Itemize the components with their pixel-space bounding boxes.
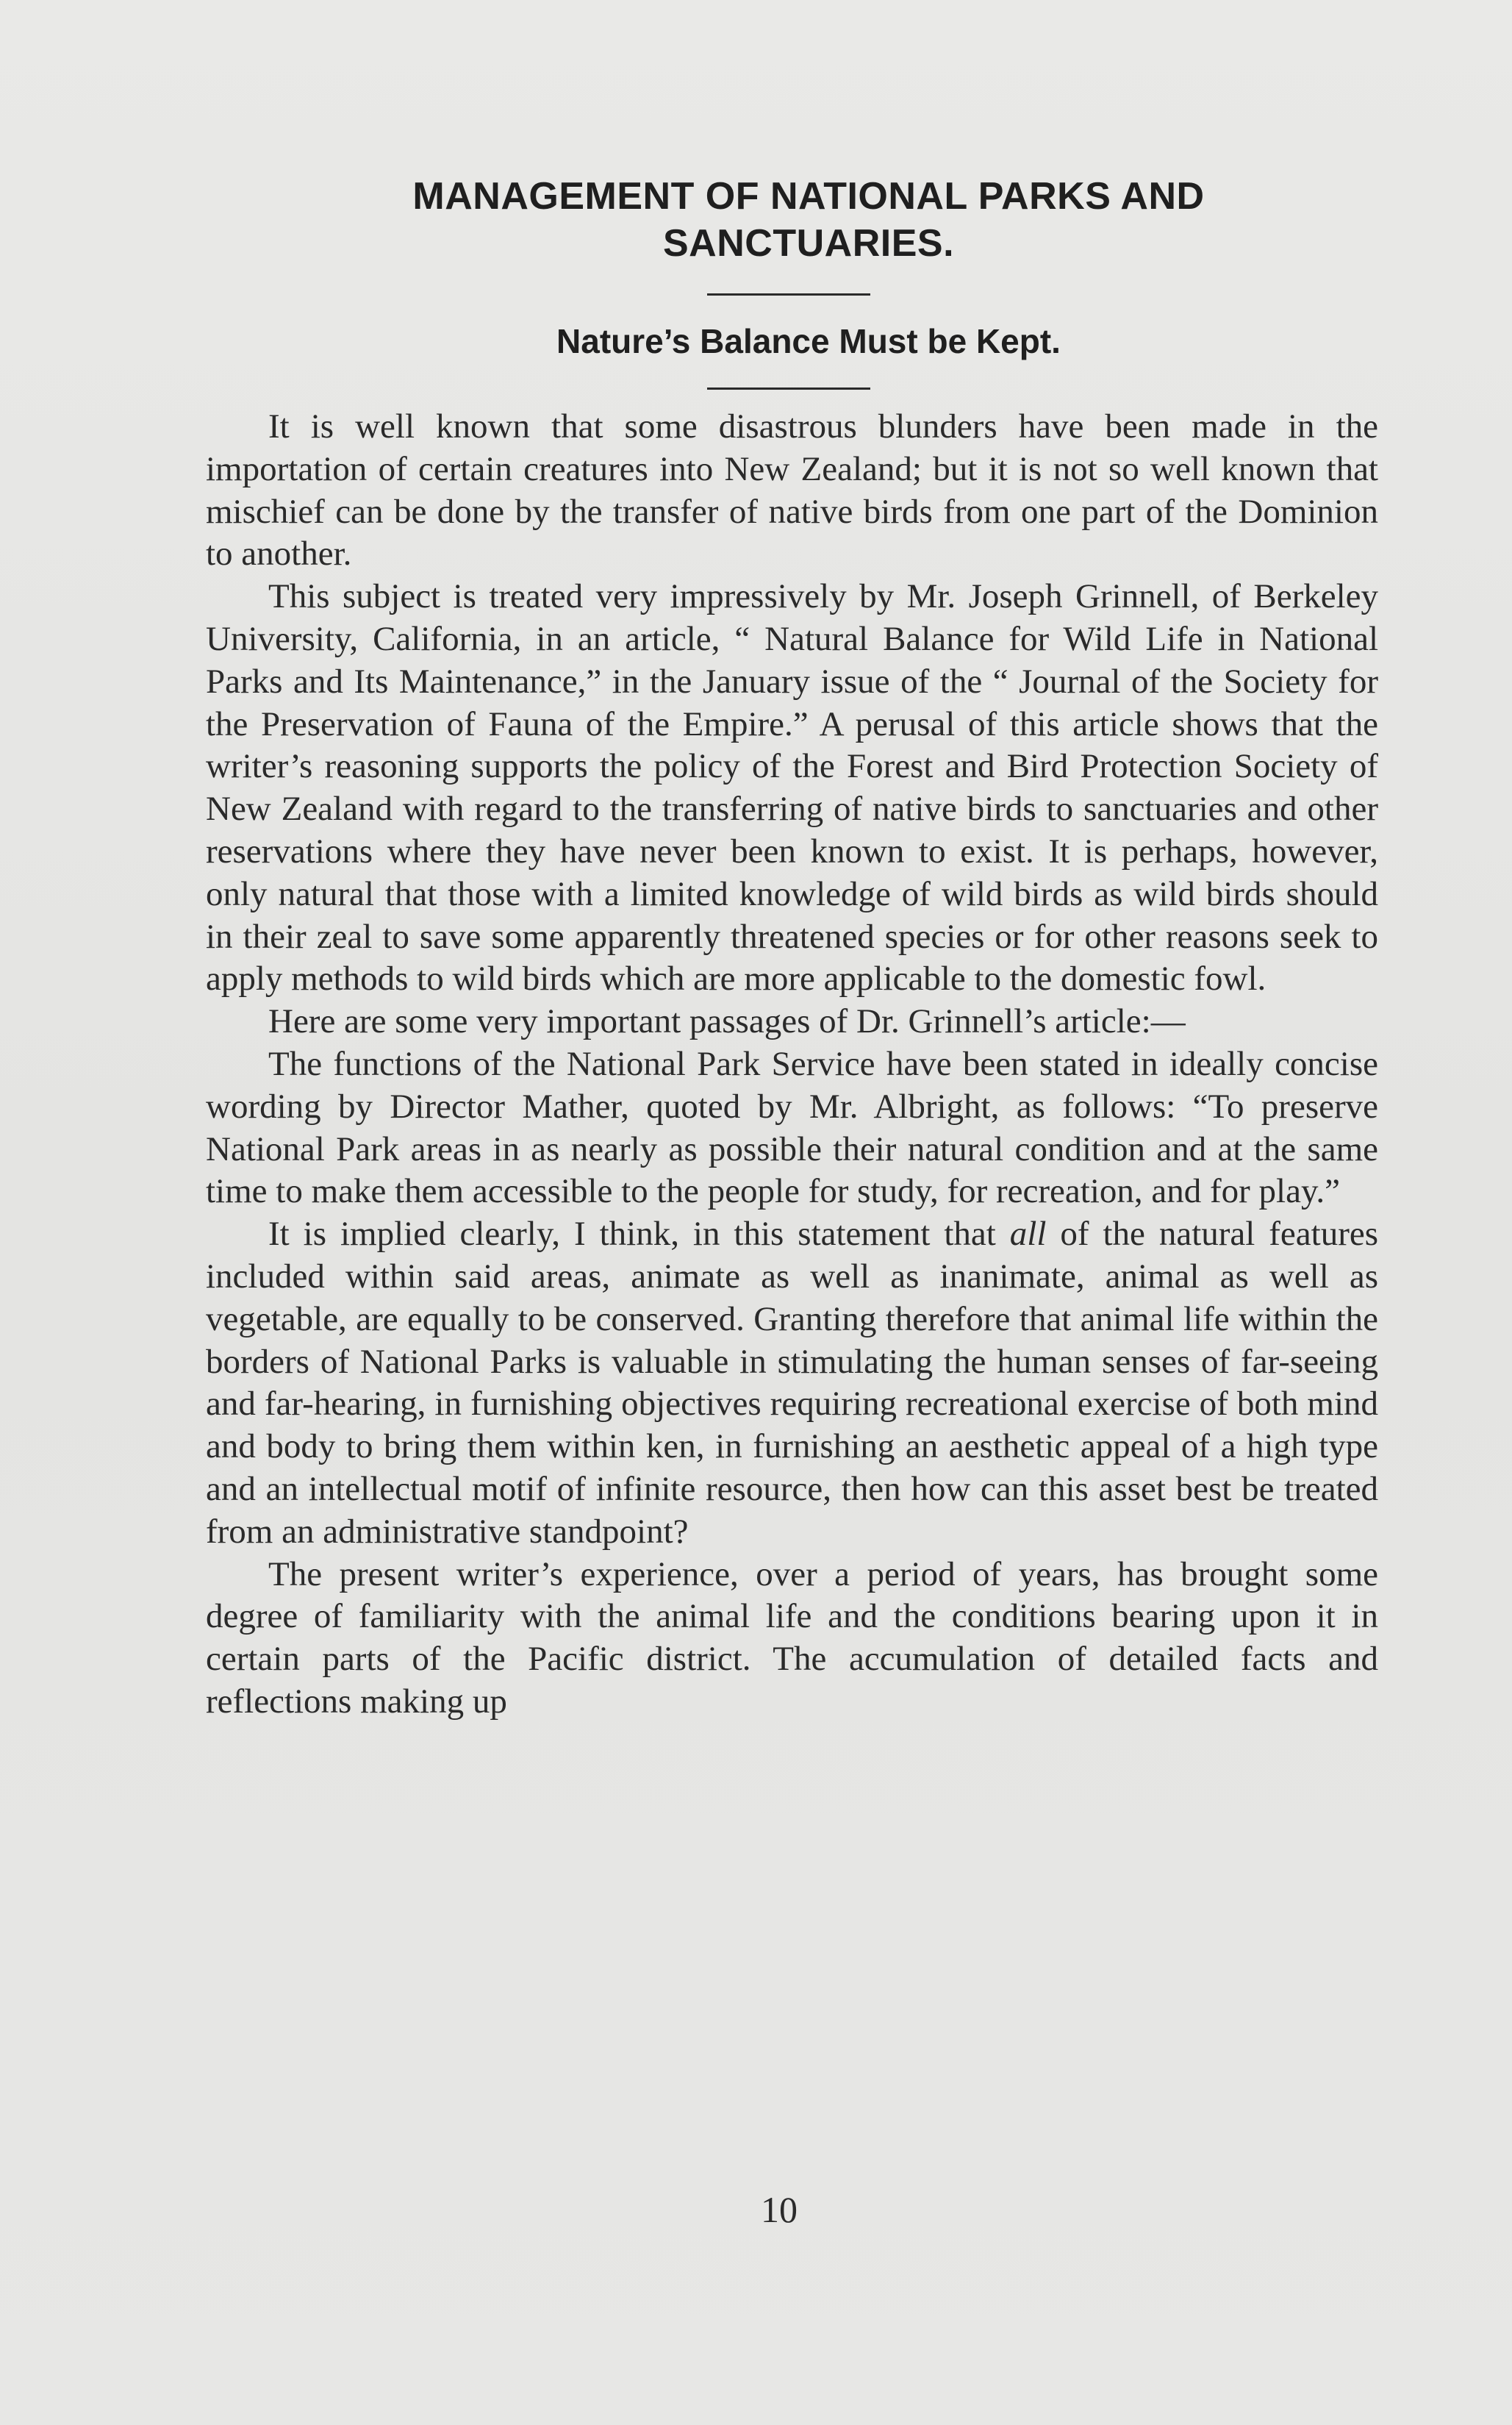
- paragraph-1: It is well known that some disastrous blunders have been made in the importation of certain creatures into New Zealand; but it is not so well known that mischief can be done by the transfer of native birds from one part of the Dominion to another.: [206, 407, 1378, 574]
- title-line-1: MANAGEMENT OF NATIONAL PARKS AND: [412, 175, 1205, 218]
- paragraph-5-end: of the natural features included within said areas, animate as well as inanimate, animal as well as vegetable, are equally to be conserved. Granting therefore that animal life within the borders of National Parks is valuable in stimulating the human senses of far-seeing and far-hearing, in furnishing objectives requiring recreational exercise of both mind and body to bring them within ken, in furnishing an aesthetic appeal of a high type and an intellectual motif of infinite resource, then how can this asset best be treated from an administrative standpoint?: [206, 1215, 1379, 1551]
- emphasis-all: all: [1009, 1215, 1047, 1254]
- title-divider-bottom: [707, 388, 870, 390]
- article-body: [206, 406, 1378, 1724]
- page-subtitle: Nature’s Balance Must be Kept.: [556, 322, 1061, 360]
- paragraph-5: [206, 1213, 1378, 1553]
- paragraph-2: This subject is treated very impressively by Mr. Joseph Grinnell, of Berkeley University, California, in an article, “ Natural Balance for Wild Life in National Parks and Its Maintenance,” in the January issue of the “ Journal of the Society for the Preservation of Fauna of the Empire.” A perusal of this article shows that the writer’s reasoning supports the policy of the Forest and Bird Protection Society of New Zealand with regard to the transferring of native birds to sanctuaries and other reservations where they have never been known to exist. It is perhaps, however, only natural that those with a limited knowledge of wild birds as wild birds should in their zeal to save some apparently threatened species or for other reasons seek to apply methods to wild birds which are more applicable to the domestic fowl.: [206, 577, 1378, 999]
- paragraph-3: Here are some very important passages of Dr. Grinnell’s article:—: [268, 1002, 1186, 1041]
- paragraph-4: The functions of the National Park Service have been stated in ideally concise wording by Director Mather, quoted by Mr. Albright, as follows: “To preserve National Park areas in as nearly as possible their natural condition and at the same time to make them accessible to the people for study, for recreation, and for play.”: [206, 1044, 1378, 1211]
- paragraph-5-start: It is implied clearly, I think, in this statement that: [268, 1215, 1010, 1254]
- title-line-2: SANCTUARIES.: [662, 222, 955, 265]
- page-number: 10: [761, 2189, 798, 2230]
- paragraph-6: The present writer’s experience, over a period of years, has brought some degree of familiarity with the animal life and the conditions bearing upon it in certain parts of the Pacific district. The accumulation of detailed facts and reflections making up: [206, 1554, 1378, 1721]
- title-divider-top: [707, 293, 870, 296]
- page-title: [206, 173, 1411, 267]
